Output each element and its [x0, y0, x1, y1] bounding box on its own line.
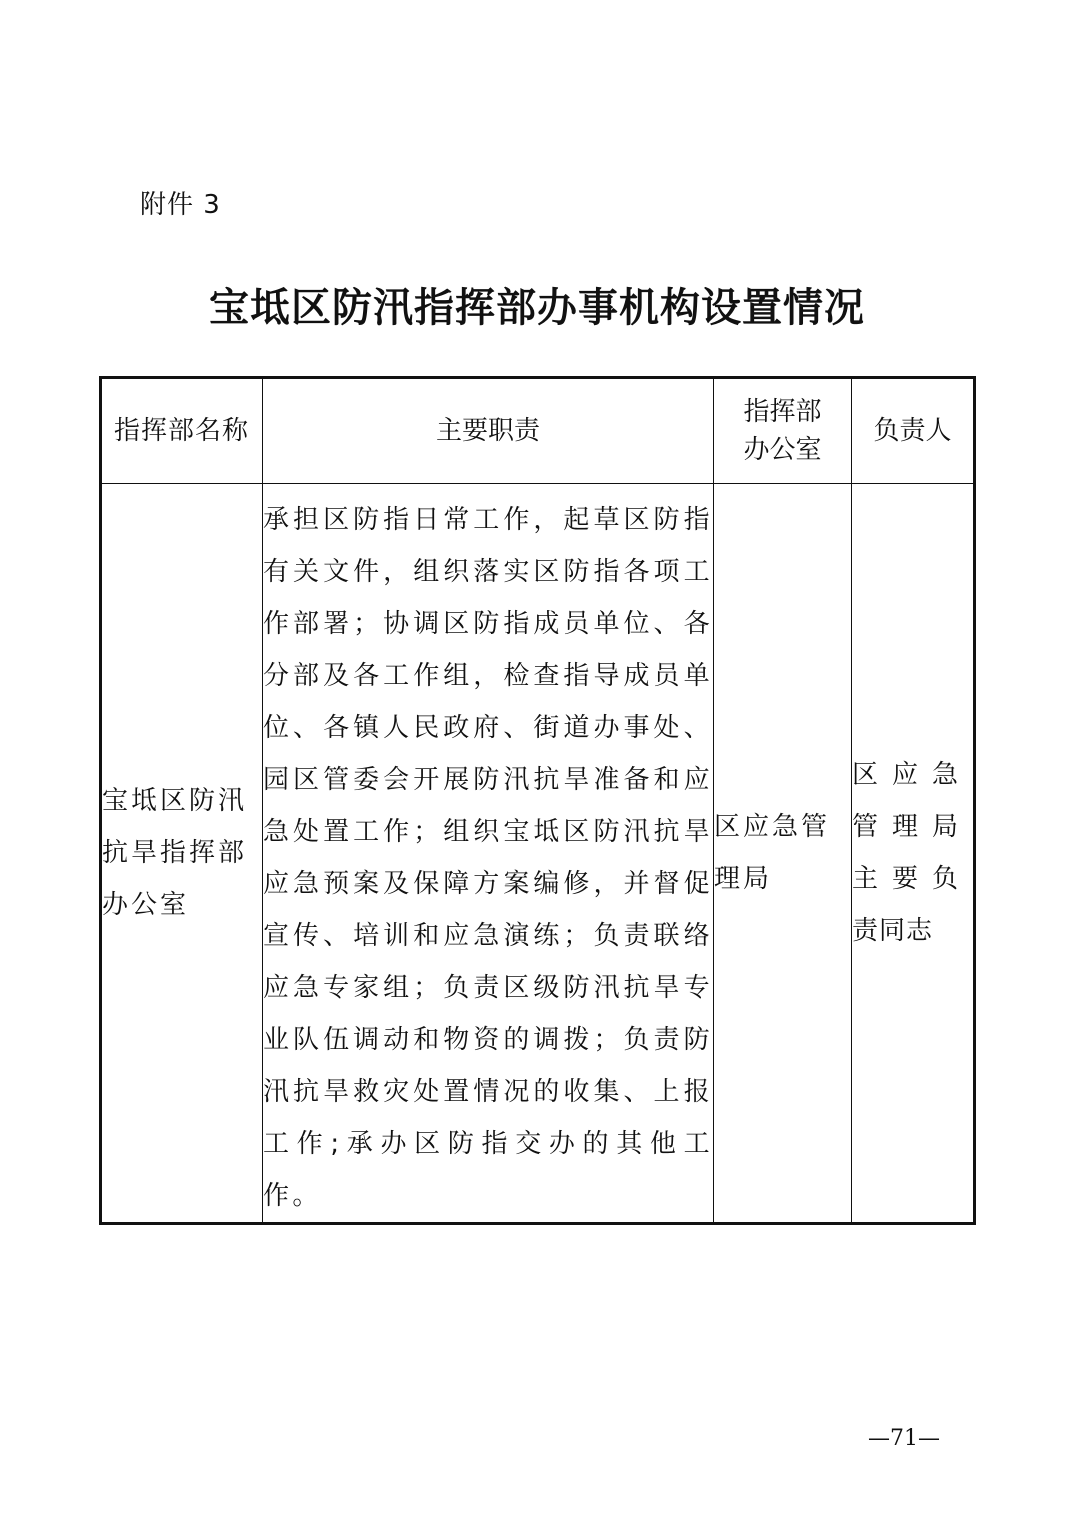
header-name: 指挥部名称: [101, 378, 263, 484]
cell-duties: [263, 484, 714, 1224]
head-line: 主要负: [852, 864, 973, 894]
org-table: [99, 376, 976, 1225]
duties-text: 承担区防指日常工作，起草区防指有关文件，组织落实区防指各项工作部署；协调区防指成员单位、各分部及各工作组，检查指导成员单位、各镇人民政府、街道办事处、园区管委会开展防汛抗旱准备和应急处置工作；组织宝坻区防汛抗旱应急预案及保障方案编修，并督促宣传、培训和应急演练；负责联络应急专家组；负责区级防汛抗旱专业队伍调动和物资的调拨；负责防汛抗旱救灾处置情况的收集、上报工作;承办区防指交办的其他工作。: [263, 505, 713, 1211]
document-title: 宝坻区防汛指挥部办事机构设置情况: [209, 284, 865, 331]
table-row: [101, 484, 975, 1224]
header-office: [714, 378, 852, 484]
table-header-row: [101, 378, 975, 484]
attachment-label: 附件 3: [140, 190, 221, 220]
cell-head: [852, 484, 975, 1224]
cell-name: 宝坻区防汛抗旱指挥部办公室: [101, 484, 263, 1224]
head-line: 区应急: [852, 760, 973, 790]
head-line: 责同志: [852, 916, 934, 946]
header-head: 负责人: [852, 378, 975, 484]
head-line: 管理局: [852, 812, 973, 842]
header-office-line1: 指挥部: [743, 397, 822, 427]
page-number: —71—: [868, 1426, 940, 1451]
cell-office: 区应急管理局: [714, 484, 852, 1224]
header-duties: 主要职责: [263, 378, 714, 484]
header-office-line2: 办公室: [743, 435, 822, 465]
